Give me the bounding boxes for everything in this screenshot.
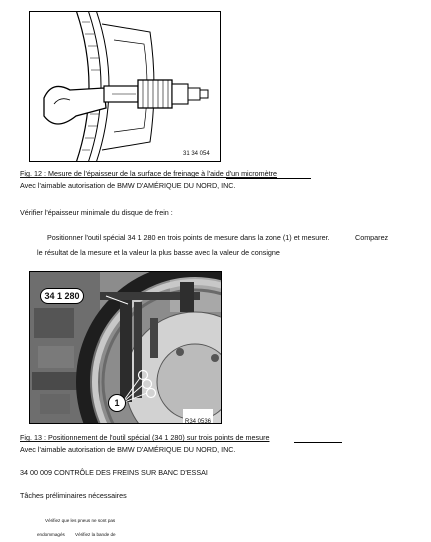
figure-12-code: 31 34 054: [183, 151, 210, 157]
prelim-line2a: endommagés: [37, 532, 65, 537]
tool-callout: [40, 288, 84, 304]
instruction-position-line1: Positionner l'outil spécial 34 1 280 en trois points de mesure dans la zone (1) et mesurer.: [47, 233, 330, 242]
instruction-position-line2: le résultat de la mesure et la valeur la plus basse avec la valeur de consigne: [37, 248, 280, 257]
prelim-line1: Vérifiez que les pneus ne sont pas: [45, 518, 116, 523]
figure-12-credit: Avec l'aimable autorisation de BMW D'AMÉRIQUE DU NORD, INC.: [20, 181, 236, 190]
zone-callout-label: 1: [114, 397, 120, 408]
instruction-verify: Vérifier l'épaisseur minimale du disque de frein :: [20, 208, 173, 217]
tool-callout-label: 34 1 280: [44, 290, 80, 301]
section-title: 34 00 009 CONTRÔLE DES FREINS SUR BANC D'ESSAI: [20, 468, 208, 477]
prelim-title: Tâches préliminaires nécessaires: [20, 491, 127, 500]
zone-callout: [108, 394, 126, 412]
figure-13-caption: Fig. 13 : Positionnement de l'outil spécial (34 1 280) sur trois points de mesure: [20, 433, 270, 442]
prelim-line2b: Vérifiez la bande de: [75, 532, 116, 537]
figure-13-code-box: [183, 409, 213, 424]
figure-12-caption: Fig. 12 : Mesure de l'épaisseur de la surface de freinage à l'aide d'un micromètre: [20, 169, 278, 178]
figure-13-credit: Avec l'aimable autorisation de BMW D'AMÉRIQUE DU NORD, INC.: [20, 445, 236, 454]
instruction-position-compare: Comparez: [355, 233, 389, 242]
figure-13-rule: [294, 442, 342, 443]
figure-13-code: R34 0536: [185, 419, 212, 424]
figure-13-photo: [29, 271, 222, 424]
micrometer-drawing: [30, 12, 220, 161]
figure-12-illustration: [29, 11, 221, 162]
figure-12-rule: [226, 178, 311, 179]
